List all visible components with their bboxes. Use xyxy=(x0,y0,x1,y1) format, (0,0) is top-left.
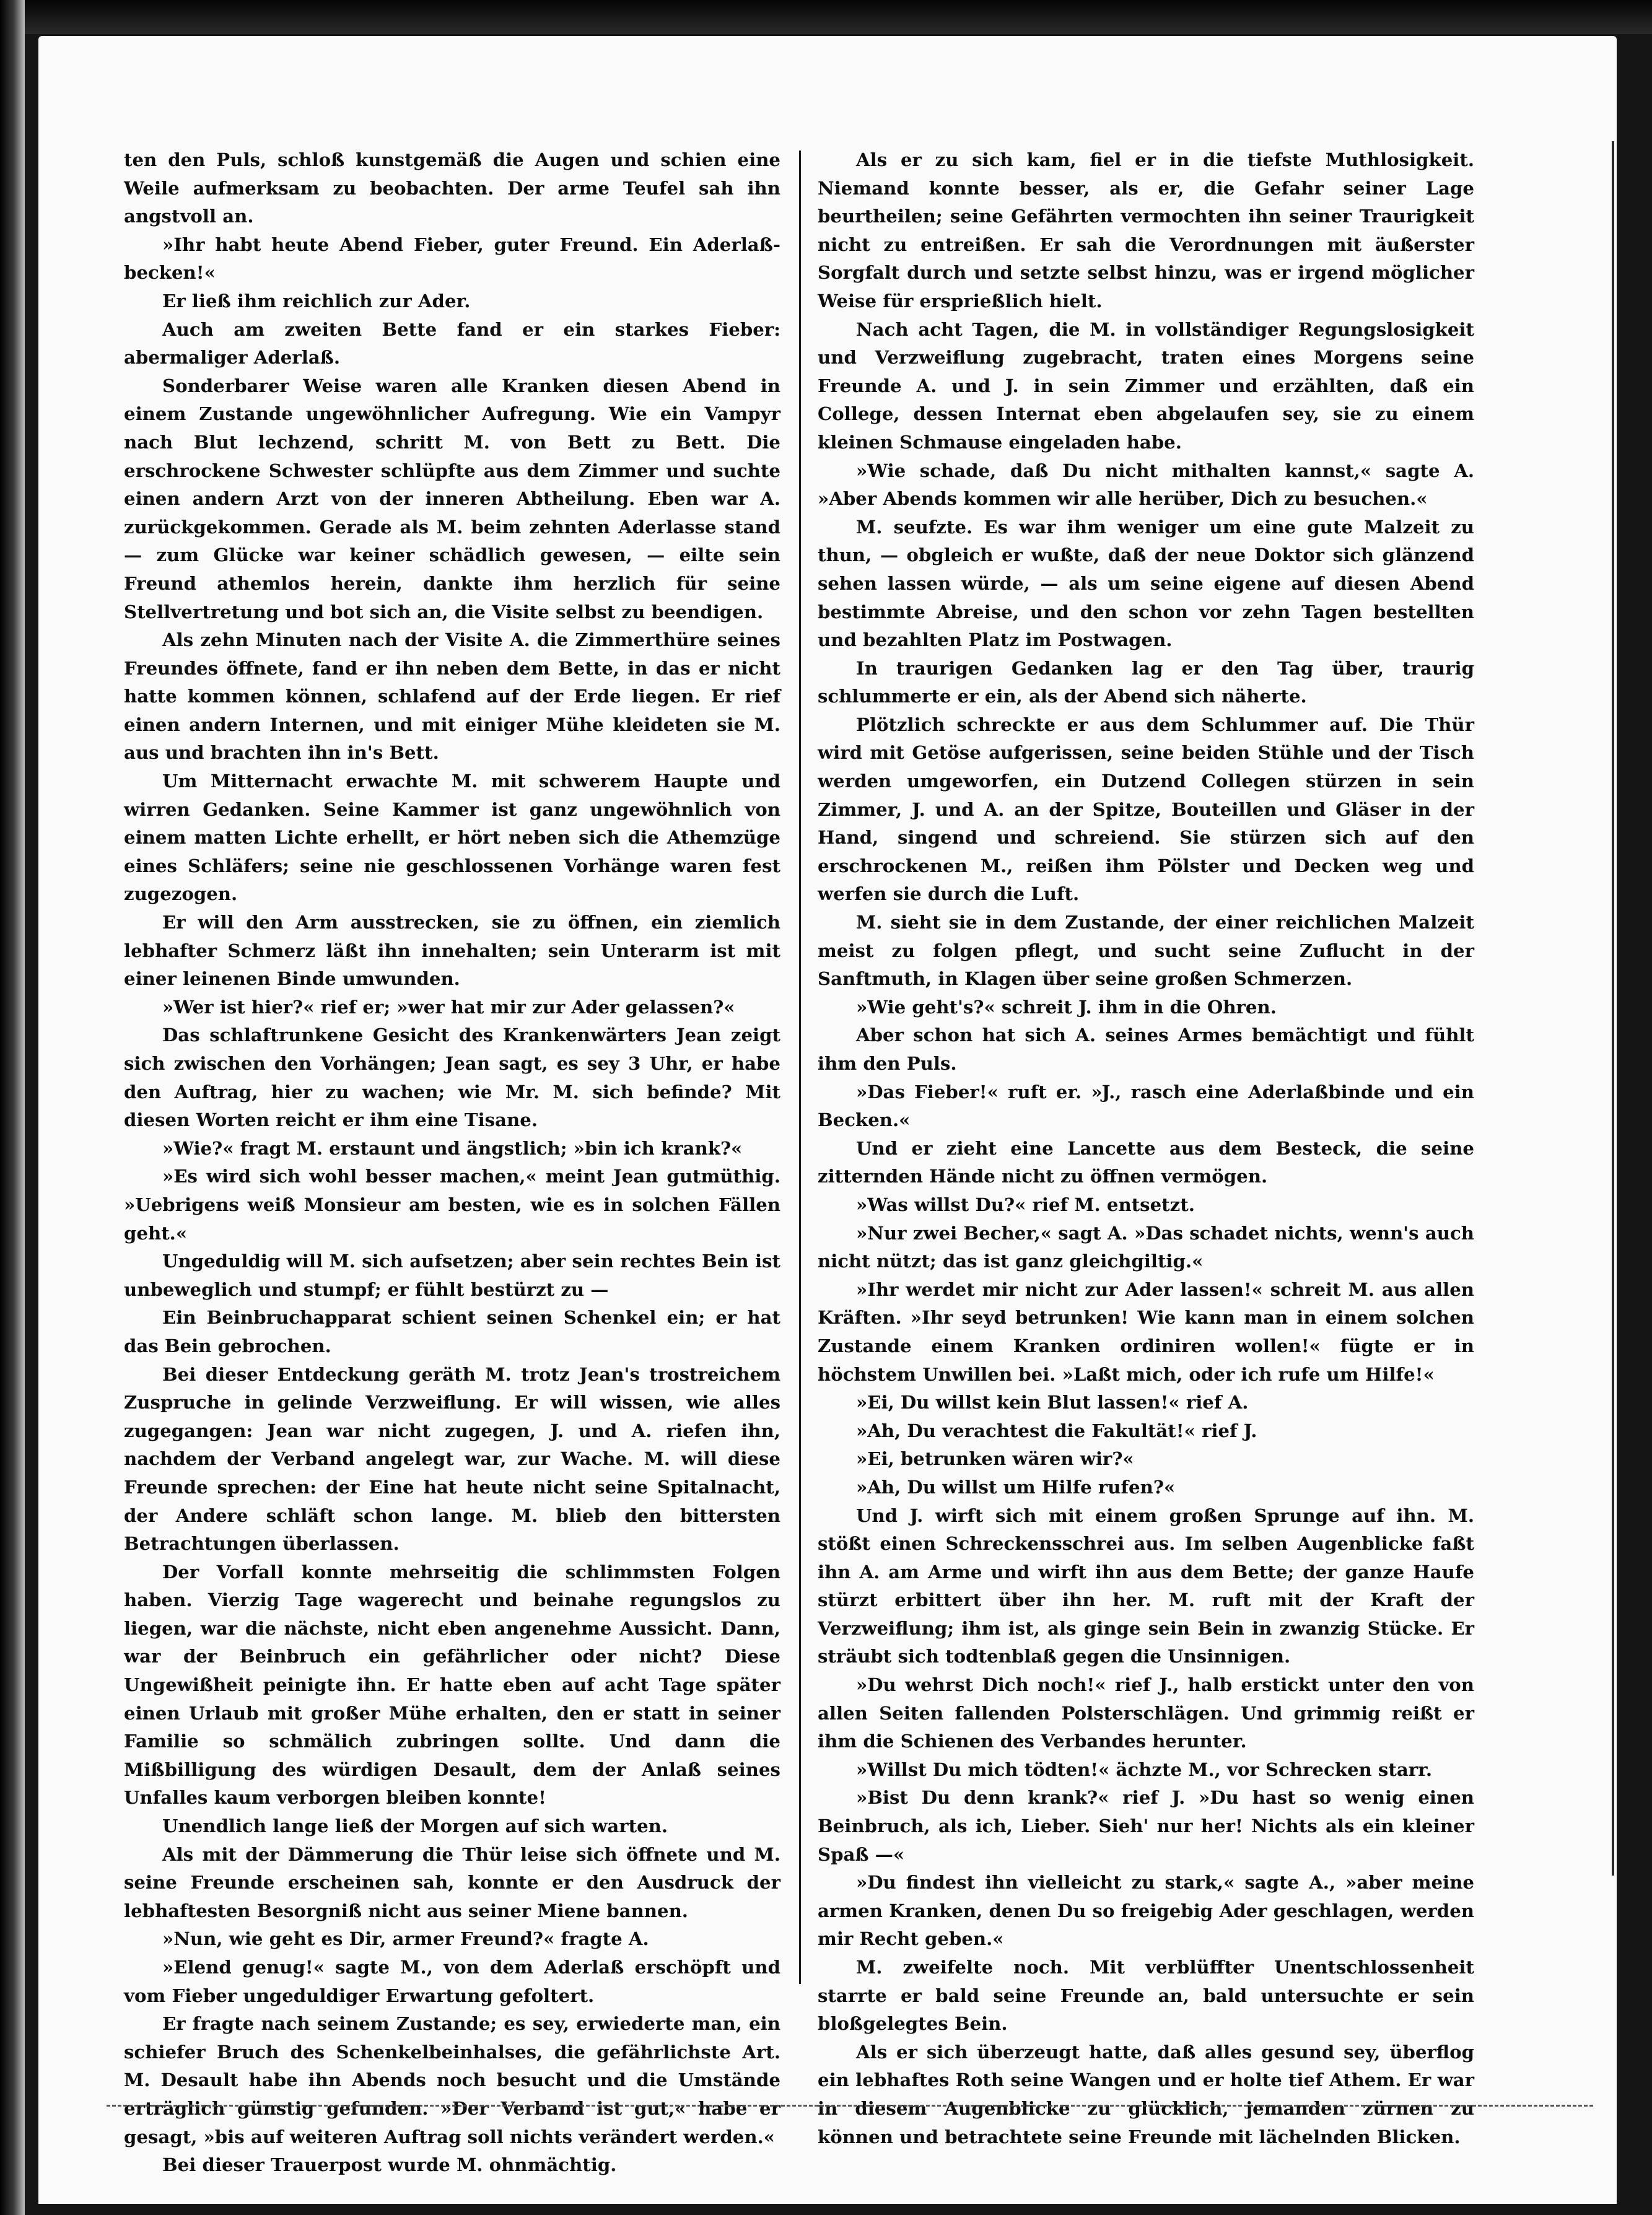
paragraph: »Bist Du denn krank?« rief J. »Du hast so wenig einen Beinbruch, als ich, Lieber. Sieh' nur her! Nichts als ein kleiner Spaß —« xyxy=(818,1787,1474,1865)
paragraph: Unendlich lange ließ der Morgen auf sich warten. xyxy=(162,1815,668,1837)
paragraph: Und er zieht eine Lancette aus dem Besteck, die seine zitternden Hände nicht zu öffnen vermögen. xyxy=(818,1137,1474,1187)
paragraph: Als zehn Minuten nach der Visite A. die Zimmerthüre seines Freundes öffnete, fand er ihn neben dem Bette, in das er nicht hatte kommen können, schlafend auf der Erde liegen. Er rief einen andern Internen, und mit einiger Mühe kleideten sie M. aus und brachten ihn in's Bett. xyxy=(124,629,780,764)
left-text-column xyxy=(124,146,780,2180)
paragraph: »Ihr werdet mir nicht zur Ader lassen!« schreit M. aus allen Kräften. »Ihr seyd betrunken! Wie kann man in einem solchen Zustande einem Kranken ordiniren wollen!« fügte er in höchstem Unwillen bei. »Laßt mich, oder ich rufe um Hilfe!« xyxy=(818,1278,1474,1385)
paragraph: Der Vorfall konnte mehrseitig die schlimmsten Folgen haben. Vierzig Tage wagerecht und beinahe regungslos zu liegen, war die nächste, nicht eben angenehme Aussicht. Dann, war der Beinbruch ein gefährlicher oder nicht? Diese Ungewißheit peinigte ihn. Er hatte eben auf acht Tage später einen Urlaub mit großer Mühe erhalten, den er statt in seiner Familie so schmälich zubringen sollte. Und dann die Mißbilligung des würdigen Desault, dem der Anlaß seines Unfalles kaum verborgen bleiben konnte! xyxy=(124,1561,780,1809)
paragraph: Ein Beinbruchapparat schient seinen Schenkel ein; er hat das Bein gebrochen. xyxy=(124,1307,780,1357)
paragraph: Auch am zweiten Bette fand er ein starkes Fieber: abermaliger Aderlaß. xyxy=(124,318,780,369)
paragraph: ten den Puls, schloß kunstgemäß die Augen und schien eine Weile aufmerksam zu beobachten. Der arme Teufel sah ihn angstvoll an. xyxy=(124,149,780,227)
paragraph: »Nur zwei Becher,« sagt A. »Das schadet nichts, wenn's auch nicht nützt; das ist ganz gleichgiltig.« xyxy=(818,1222,1474,1272)
newspaper-page xyxy=(38,36,1617,2204)
paragraph: »Wie?« fragt M. erstaunt und ängstlich; »bin ich krank?« xyxy=(162,1137,743,1159)
paragraph: Nach acht Tagen, die M. in vollständiger Regungslosigkeit und Verzweiflung zugebracht, traten eines Morgens seine Freunde A. und J. in sein Zimmer und erzählten, daß ein College, dessen Internat eben abgelaufen sey, sie zu einem kleinen Schmause eingeladen habe. xyxy=(818,318,1474,453)
paragraph: »Du findest ihn vielleicht zu stark,« sagte A., »aber meine armen Kranken, denen Du so freigebig Ader geschlagen, werden mir Recht geben.« xyxy=(818,1872,1474,1950)
paragraph: Sonderbarer Weise waren alle Kranken diesen Abend in einem Zustande ungewöhnlicher Aufregung. Wie ein Vampyr nach Blut lechzend, schritt M. von Bett zu Bett. Die erschrockene Schwester schlüpfte aus dem Zimmer und suchte einen andern Arzt von der inneren Abtheilung. Eben war A. zurückgekommen. Gerade als M. beim zehnten Aderlasse stand — zum Glücke war keiner schädlich gewesen, — eilte sein Freund athemlos herein, dankte ihm herzlich für seine Stellvertretung und bot sich an, die Visite selbst zu beendigen. xyxy=(124,375,780,623)
paragraph: Bei dieser Entdeckung geräth M. trotz Jean's trostreichem Zuspruche in gelinde Verzweiflung. Er will wissen, wie alles zugegangen: Jean war nicht zugegen, J. und A. riefen ihn, nachdem der Verband angelegt war, zur Wache. M. will diese Freunde sprechen: der Eine hat heute nicht seine Spitalnacht, der Andere schläft schon lange. M. blieb den bittersten Betrachtungen überlassen. xyxy=(124,1363,780,1555)
paragraph: »Willst Du mich tödten!« ächzte M., vor Schrecken starr. xyxy=(856,1758,1432,1780)
paragraph: »Ei, betrunken wären wir?« xyxy=(856,1448,1134,1470)
paragraph: Als er zu sich kam, fiel er in die tiefste Muthlosigkeit. Niemand konnte besser, als er, die Gefahr seiner Lage beurtheilen; seine Gefährten vermochten ihn seiner Traurigkeit nicht zu entreißen. Er sah die Verordnungen mit äußerster Sorgfalt durch und setzte selbst hinzu, was er irgend möglicher Weise für ersprießlich hielt. xyxy=(818,149,1474,312)
paragraph: »Ei, Du willst kein Blut lassen!« rief A. xyxy=(856,1392,1249,1413)
paragraph: »Ah, Du willst um Hilfe rufen?« xyxy=(856,1476,1176,1498)
paragraph: Und J. wirft sich mit einem großen Sprunge auf ihn. M. stößt einen Schreckensschrei aus. Im selben Augenblicke faßt ihn A. am Arme und wirft ihn aus dem Bette; der ganze Haufe stürzt erbittert über ihn her. M. ruft mit der Kraft der Verzweiflung; ihm ist, als ginge sein Bein in zwanzig Stücke. Er sträubt sich todtenblaß gegen die Unsinnigen. xyxy=(818,1505,1474,1667)
paragraph: M. sieht sie in dem Zustande, der einer reichlichen Malzeit meist zu folgen pflegt, und sucht seine Zuflucht in der Sanftmuth, in Klagen über seine großen Schmerzen. xyxy=(818,912,1474,990)
bottom-rule xyxy=(107,2105,1593,2107)
paragraph: »Das Fieber!« ruft er. »J., rasch eine Aderlaßbinde und ein Becken.« xyxy=(818,1081,1474,1131)
paragraph: Er will den Arm ausstrecken, sie zu öffnen, ein ziemlich lebhafter Schmerz läßt ihn innehalten; sein Unterarm ist mit einer leinenen Binde umwunden. xyxy=(124,912,780,990)
paragraph: M. zweifelte noch. Mit verblüffter Unentschlossenheit starrte er bald seine Freunde an, bald untersuchte er sein bloßgelegtes Bein. xyxy=(818,1957,1474,2035)
book-binding-edge xyxy=(0,0,25,2215)
paragraph: Um Mitternacht erwachte M. mit schwerem Haupte und wirren Gedanken. Seine Kammer ist ganz ungewöhnlich von einem matten Lichte erhellt, er hört neben sich die Athemzüge eines Schläfers; seine nie geschlossenen Vorhänge waren fest zugezogen. xyxy=(124,771,780,905)
paragraph: »Ah, Du verachtest die Fakultät!« rief J. xyxy=(856,1420,1257,1441)
paragraph: M. seufzte. Es war ihm weniger um eine gute Malzeit zu thun, — obgleich er wußte, daß der neue Doktor sich glänzend sehen lassen würde, — als um seine eigene auf diesen Abend bestimmte Abreise, und den schon vor zehn Tagen bestellten und bezahlten Platz im Postwagen. xyxy=(818,516,1474,651)
paragraph: »Du wehrst Dich noch!« rief J., halb erstickt unter den von allen Seiten fallenden Polsterschlägen. Und grimmig reißt er ihm die Schienen des Verbandes herunter. xyxy=(818,1674,1474,1752)
paragraph: Plötzlich schreckte er aus dem Schlummer auf. Die Thür wird mit Getöse aufgerissen, seine beiden Stühle und der Tisch werden umgeworfen, ein Dutzend Collegen stürzen in sein Zimmer, J. und A. an der Spitze, Bouteillen und Gläser in der Hand, singend und schreiend. Sie stürzen sich auf den erschrockenen M., reißen ihm Pölster und Decken weg und werfen sie durch die Luft. xyxy=(818,714,1474,905)
paragraph: Bei dieser Trauerpost wurde M. ohnmächtig. xyxy=(162,2154,617,2176)
paragraph: »Nun, wie geht es Dir, armer Freund?« fragte A. xyxy=(162,1928,649,1950)
paragraph: Als er sich überzeugt hatte, daß alles gesund sey, überflog ein lebhaftes Roth seine Wangen und er holte tief Athem. Er war in diesem Augenblicke zu glücklich, jemanden zürnen zu können und betrachtete seine Freunde mit lächelnden Blicken. xyxy=(818,2041,1474,2147)
paragraph: Er fragte nach seinem Zustande; es sey, erwiederte man, ein schiefer Bruch des Schenkelbeinhalses, die gefährlichste Art. M. Desault habe ihn Abends noch besucht und die Umstände erträglich günstig gefunden. »Der Verband ist gut,« habe er gesagt, »bis auf weiteren Auftrag soll nichts verändert werden.« xyxy=(124,2013,780,2147)
paragraph: »Wie geht's?« schreit J. ihm in die Ohren. xyxy=(856,996,1277,1018)
paragraph: »Wer ist hier?« rief er; »wer hat mir zur Ader gelassen?« xyxy=(162,996,735,1018)
page-frame-line xyxy=(1612,141,1614,1876)
paragraph: Aber schon hat sich A. seines Armes bemächtigt und fühlt ihm den Puls. xyxy=(818,1024,1474,1074)
paragraph: »Ihr habt heute Abend Fieber, guter Freund. Ein Aderlaß-becken!« xyxy=(124,234,780,284)
paragraph: In traurigen Gedanken lag er den Tag über, traurig schlummerte er ein, als der Abend sich näherte. xyxy=(818,657,1474,707)
paragraph: Als mit der Dämmerung die Thür leise sich öffnete und M. seine Freunde erscheinen sah, konnte er den Ausdruck der lebhaftesten Besorgniß nicht aus seiner Miene bannen. xyxy=(124,1843,780,1921)
paragraph: Er ließ ihm reichlich zur Ader. xyxy=(162,290,471,312)
paragraph: Ungeduldig will M. sich aufsetzen; aber sein rechtes Bein ist unbeweglich und stumpf; er fühlt bestürzt zu — xyxy=(124,1251,780,1300)
scan-border-top xyxy=(0,0,1652,34)
column-divider xyxy=(799,151,801,1984)
paragraph: »Elend genug!« sagte M., von dem Aderlaß erschöpft und vom Fieber ungeduldiger Erwartung gefoltert. xyxy=(124,1957,780,2006)
right-text-column xyxy=(818,146,1474,2151)
paragraph: »Wie schade, daß Du nicht mithalten kannst,« sagte A. »Aber Abends kommen wir alle herüber, Dich zu besuchen.« xyxy=(818,460,1474,510)
paragraph: »Was willst Du?« rief M. entsetzt. xyxy=(856,1194,1195,1215)
paragraph: »Es wird sich wohl besser machen,« meint Jean gutmüthig. »Uebrigens weiß Monsieur am besten, wie es in solchen Fällen geht.« xyxy=(124,1166,780,1244)
paragraph: Das schlaftrunkene Gesicht des Krankenwärters Jean zeigt sich zwischen den Vorhängen; Jean sagt, es sey 3 Uhr, er habe den Auftrag, hier zu wachen; wie Mr. M. sich befinde? Mit diesen Worten reicht er ihm eine Tisane. xyxy=(124,1024,780,1131)
